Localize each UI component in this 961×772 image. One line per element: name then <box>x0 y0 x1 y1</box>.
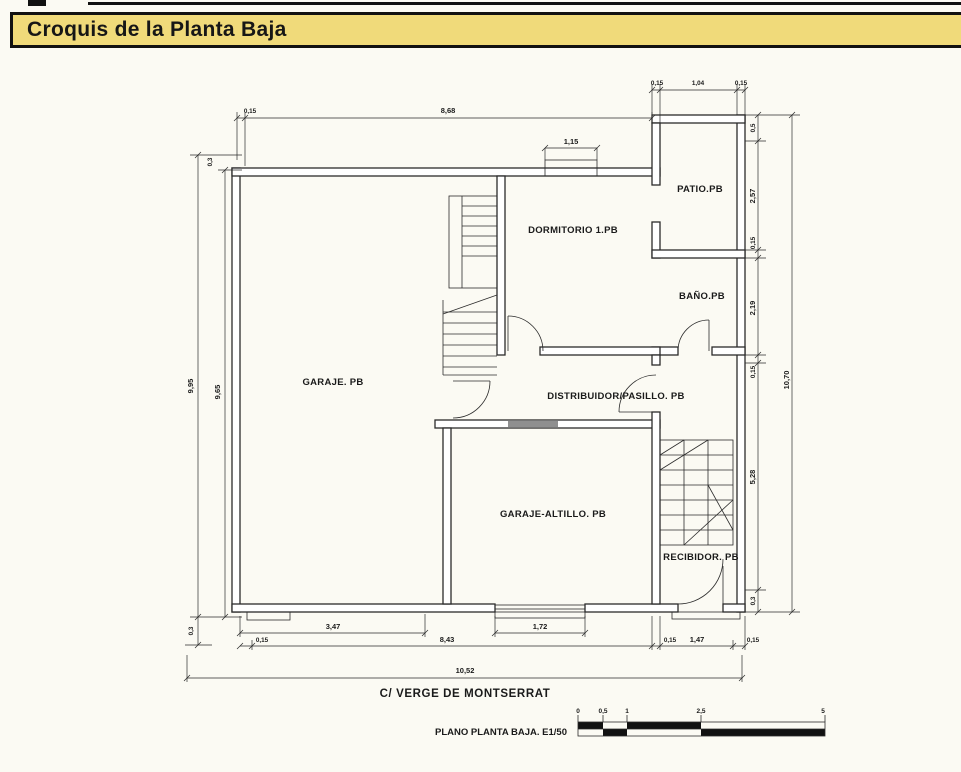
room-label-garaje: GARAJE. PB <box>302 377 364 388</box>
dims-top <box>234 84 748 166</box>
scale-caption: PLANO PLANTA BAJA. E1/50 <box>435 727 567 738</box>
dims-right <box>745 112 800 615</box>
dim-right-3: 2,19 <box>748 300 757 316</box>
dim-bottom-door: 1,72 <box>532 622 548 631</box>
scale-tick-3: 2,5 <box>696 708 706 715</box>
central-staircase <box>443 196 497 375</box>
dim-right-total: 10,70 <box>782 370 791 390</box>
street-label: C/ VERGE DE MONTSERRAT <box>379 688 551 700</box>
dim-left-bottom: 0,3 <box>188 626 195 636</box>
openings <box>247 160 740 620</box>
dim-patio-2: 0,15 <box>734 80 748 87</box>
dim-left-total: 9,95 <box>186 378 195 394</box>
scale-tick-2: 1 <box>625 708 629 715</box>
dim-right-4: 0,15 <box>750 365 757 379</box>
room-label-dormitorio: DORMITORIO 1.PB <box>528 225 618 236</box>
room-label-recibidor: RECIBIDOR. PB <box>663 552 739 563</box>
dim-bottom-total: 10,52 <box>455 666 475 675</box>
dim-entry-1: 1,47 <box>689 635 705 644</box>
scale-tick-0: 0 <box>576 708 580 715</box>
scale-bar <box>578 715 825 736</box>
room-label-bano: BAÑO.PB <box>679 291 725 302</box>
winder-staircase <box>660 440 733 545</box>
dim-left-inner: 9,65 <box>213 384 222 400</box>
scale-tick-1: 0,5 <box>598 708 608 715</box>
dim-patio-1: 1,04 <box>691 80 705 87</box>
dim-right-5: 5,28 <box>748 469 757 485</box>
scale-tick-4: 5 <box>821 708 825 715</box>
dim-right-1: 2,57 <box>748 188 757 204</box>
dim-bottom-span: 8,43 <box>439 635 455 644</box>
dim-top-wall: 0,15 <box>243 108 257 115</box>
dim-right-0: 0,5 <box>750 123 757 133</box>
dim-bottom-garage: 3,47 <box>325 622 341 631</box>
walls <box>232 115 745 612</box>
dim-right-2: 0,15 <box>750 236 757 250</box>
dim-entry-0: 0,15 <box>663 637 677 644</box>
dim-left-top: 0,3 <box>207 157 214 167</box>
room-label-distribuidor: DISTRIBUIDOR/PASILLO. PB <box>547 391 685 402</box>
room-label-altillo: GARAJE-ALTILLO. PB <box>499 509 607 520</box>
page-title: Croquis de la Planta Baja <box>10 12 961 48</box>
dim-right-6: 0,3 <box>750 596 757 606</box>
dim-entry-2: 0,15 <box>746 637 760 644</box>
room-label-patio: PATIO.PB <box>677 184 723 195</box>
dim-top-width: 8,68 <box>440 106 456 115</box>
dim-patio-0: 0,15 <box>650 80 664 87</box>
dim-window: 1,15 <box>563 137 579 146</box>
dim-bottom-wall: 0,15 <box>255 637 269 644</box>
